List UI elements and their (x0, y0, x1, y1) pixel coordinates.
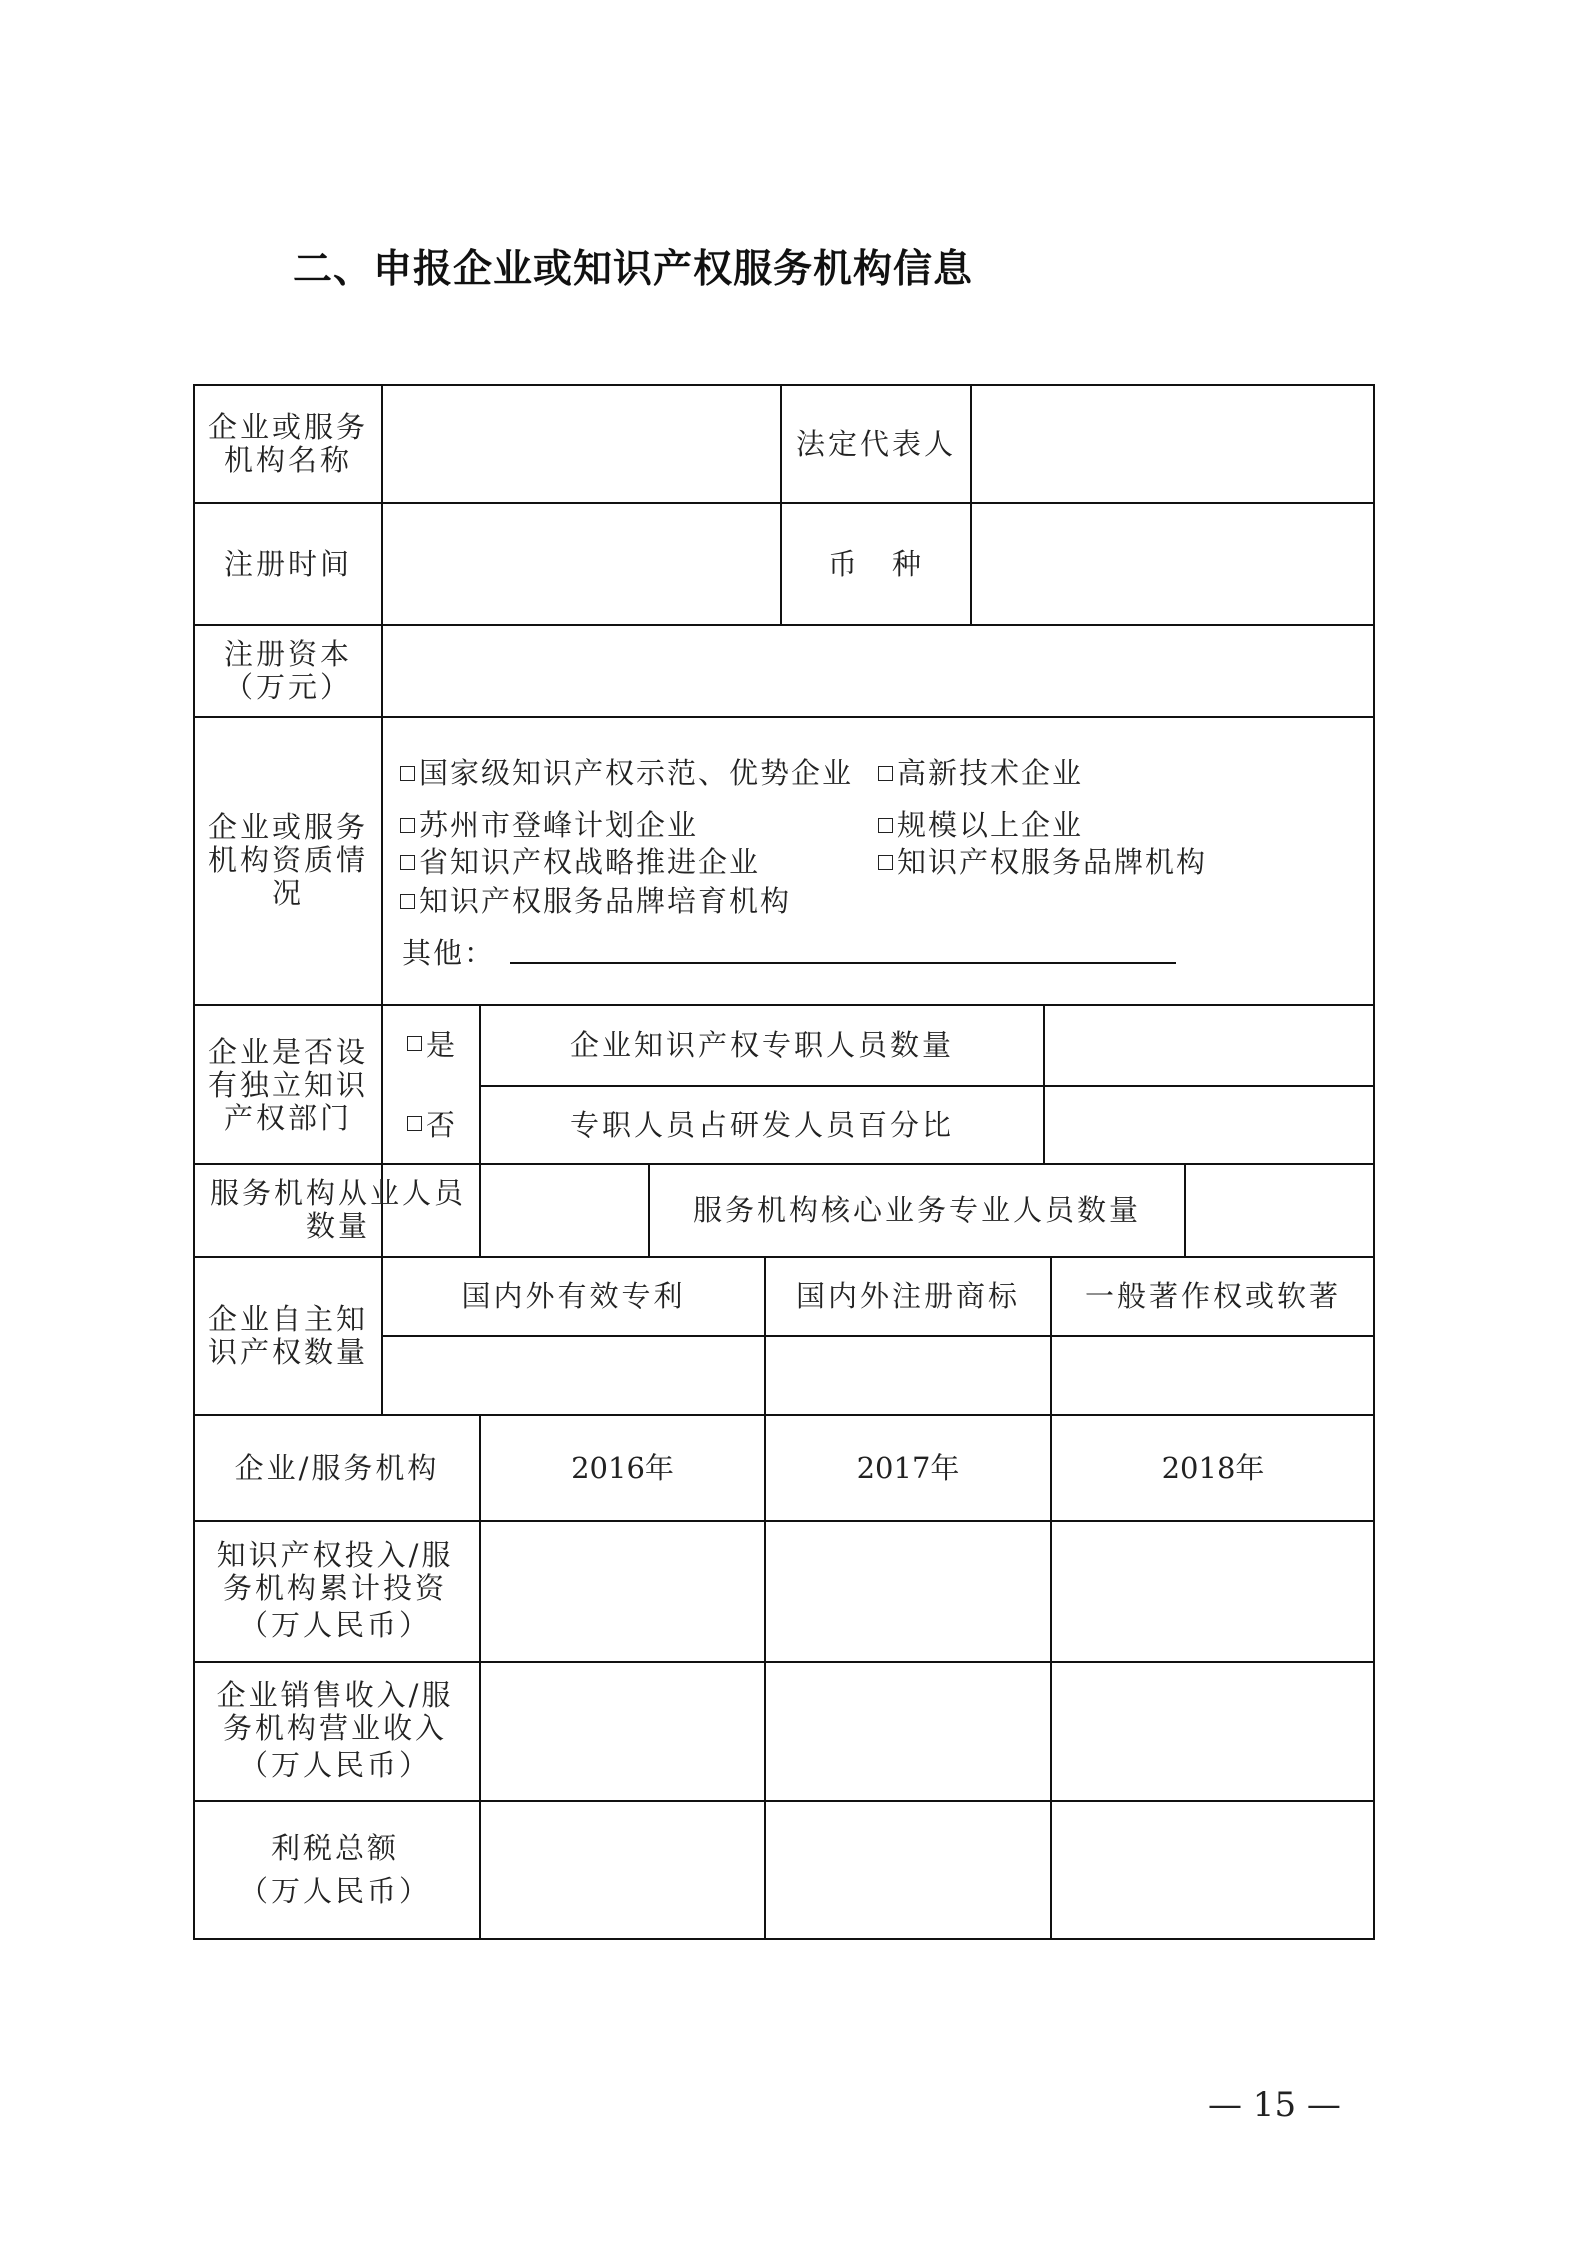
ip-staff-ratio-input[interactable] (1045, 1087, 1374, 1163)
ip-staff-ratio-label: 专职人员占研发人员百分比 (569, 1107, 954, 1142)
investment-label-cell (210, 1530, 460, 1650)
reg-time-input[interactable] (383, 504, 779, 624)
reg-capital-unit: （万元） (223, 670, 352, 704)
reg-time-label: 注册时间 (223, 546, 352, 581)
year-2018-header: 2018年 (1161, 1450, 1265, 1485)
qual-item[interactable] (400, 884, 791, 918)
revenue-label: 企业销售收入/服务机构营业收入 (216, 1677, 454, 1745)
service-staff-label: 服务机构从业人员数量 (209, 1176, 466, 1243)
tax-2016-input[interactable] (481, 1802, 764, 1938)
investment-label: 知识产权投入/服务机构累计投资 (216, 1537, 454, 1605)
qual-text: 规模以上企业 (897, 808, 1084, 842)
investment-2016-input[interactable] (481, 1522, 764, 1661)
page-title: 二、申报企业或知识产权服务机构信息 (293, 247, 974, 292)
tax-2018-input[interactable] (1052, 1802, 1374, 1938)
checkbox[interactable] (407, 1116, 422, 1131)
yes-label: 是 (425, 1028, 455, 1062)
checkbox[interactable] (400, 818, 415, 833)
qual-item[interactable] (878, 808, 1083, 842)
qual-text: 苏州市登峰计划企业 (419, 808, 699, 842)
other-label: 其他： (402, 936, 496, 970)
revenue-2017-input[interactable] (766, 1663, 1050, 1800)
currency-label: 币 种 (827, 546, 924, 581)
trademarks-input[interactable] (766, 1337, 1050, 1414)
qual-text: 省知识产权战略推进企业 (419, 845, 761, 879)
legal-rep-input[interactable] (972, 386, 1374, 502)
copyrights-input[interactable] (1052, 1337, 1374, 1414)
service-core-staff-input[interactable] (1186, 1165, 1374, 1256)
investment-2018-input[interactable] (1052, 1522, 1374, 1661)
trademarks-label: 国内外注册商标 (795, 1279, 1020, 1313)
service-staff-input[interactable] (481, 1165, 648, 1256)
checkbox[interactable] (400, 766, 415, 781)
yes-option[interactable] (383, 1006, 479, 1085)
checkbox[interactable] (407, 1036, 422, 1051)
qual-text: 知识产权服务品牌机构 (897, 845, 1208, 879)
investment-unit: （万人民币） (238, 1607, 431, 1642)
patents-label: 国内外有效专利 (461, 1279, 686, 1313)
reg-capital-label-cell (195, 626, 381, 716)
qual-item[interactable] (400, 845, 760, 879)
year-2016-header: 2016年 (571, 1450, 674, 1485)
copyrights-label: 一般著作权或软著 (1084, 1279, 1341, 1313)
patents-input[interactable] (383, 1337, 764, 1414)
year-2017-header: 2017年 (856, 1450, 960, 1485)
revenue-label-cell (210, 1670, 460, 1790)
ip-staff-count-input[interactable] (1045, 1006, 1374, 1085)
reg-capital-label: 注册资本 (223, 637, 352, 671)
ip-staff-count-label: 企业知识产权专职人员数量 (569, 1028, 954, 1062)
name-input[interactable] (383, 386, 779, 502)
checkbox[interactable] (878, 855, 893, 870)
checkbox[interactable] (400, 894, 415, 909)
reg-capital-input[interactable] (383, 626, 1374, 716)
divider (193, 716, 1375, 718)
qual-item[interactable] (878, 845, 1207, 879)
checkbox[interactable] (400, 855, 415, 870)
ip-dept-label: 企业是否设有独立知识产权部门 (207, 1034, 368, 1135)
entity-label: 企业/服务机构 (234, 1450, 440, 1485)
qual-text: 知识产权服务品牌培育机构 (419, 884, 792, 918)
own-ip-label: 企业自主知识产权数量 (207, 1302, 368, 1369)
service-core-staff-label: 服务机构核心业务专业人员数量 (692, 1193, 1141, 1227)
qual-item[interactable] (878, 756, 1083, 790)
investment-2017-input[interactable] (766, 1522, 1050, 1661)
name-label: 企业或服务机构名称 (207, 410, 368, 477)
tax-label: 利税总额 (270, 1831, 399, 1865)
no-option[interactable] (383, 1087, 479, 1163)
page-number: — 15 — (1208, 2085, 1341, 2125)
tax-label-cell (210, 1810, 460, 1930)
currency-input[interactable] (972, 504, 1374, 624)
checkbox[interactable] (878, 818, 893, 833)
no-label: 否 (425, 1107, 455, 1142)
tax-unit: （万人民币） (238, 1874, 431, 1908)
qual-text: 高新技术企业 (897, 756, 1084, 790)
revenue-unit: （万人民币） (238, 1747, 431, 1782)
qual-text: 国家级知识产权示范、优势企业 (419, 756, 854, 790)
qual-item[interactable] (400, 756, 853, 790)
checkbox[interactable] (878, 766, 893, 781)
legal-rep-label: 法定代表人 (795, 426, 956, 461)
other-input-line[interactable] (510, 962, 1176, 964)
revenue-2018-input[interactable] (1052, 1663, 1374, 1800)
qual-item[interactable] (400, 808, 698, 842)
qualification-label: 企业或服务机构资质情况 (207, 809, 368, 910)
tax-2017-input[interactable] (766, 1802, 1050, 1938)
revenue-2016-input[interactable] (481, 1663, 764, 1800)
